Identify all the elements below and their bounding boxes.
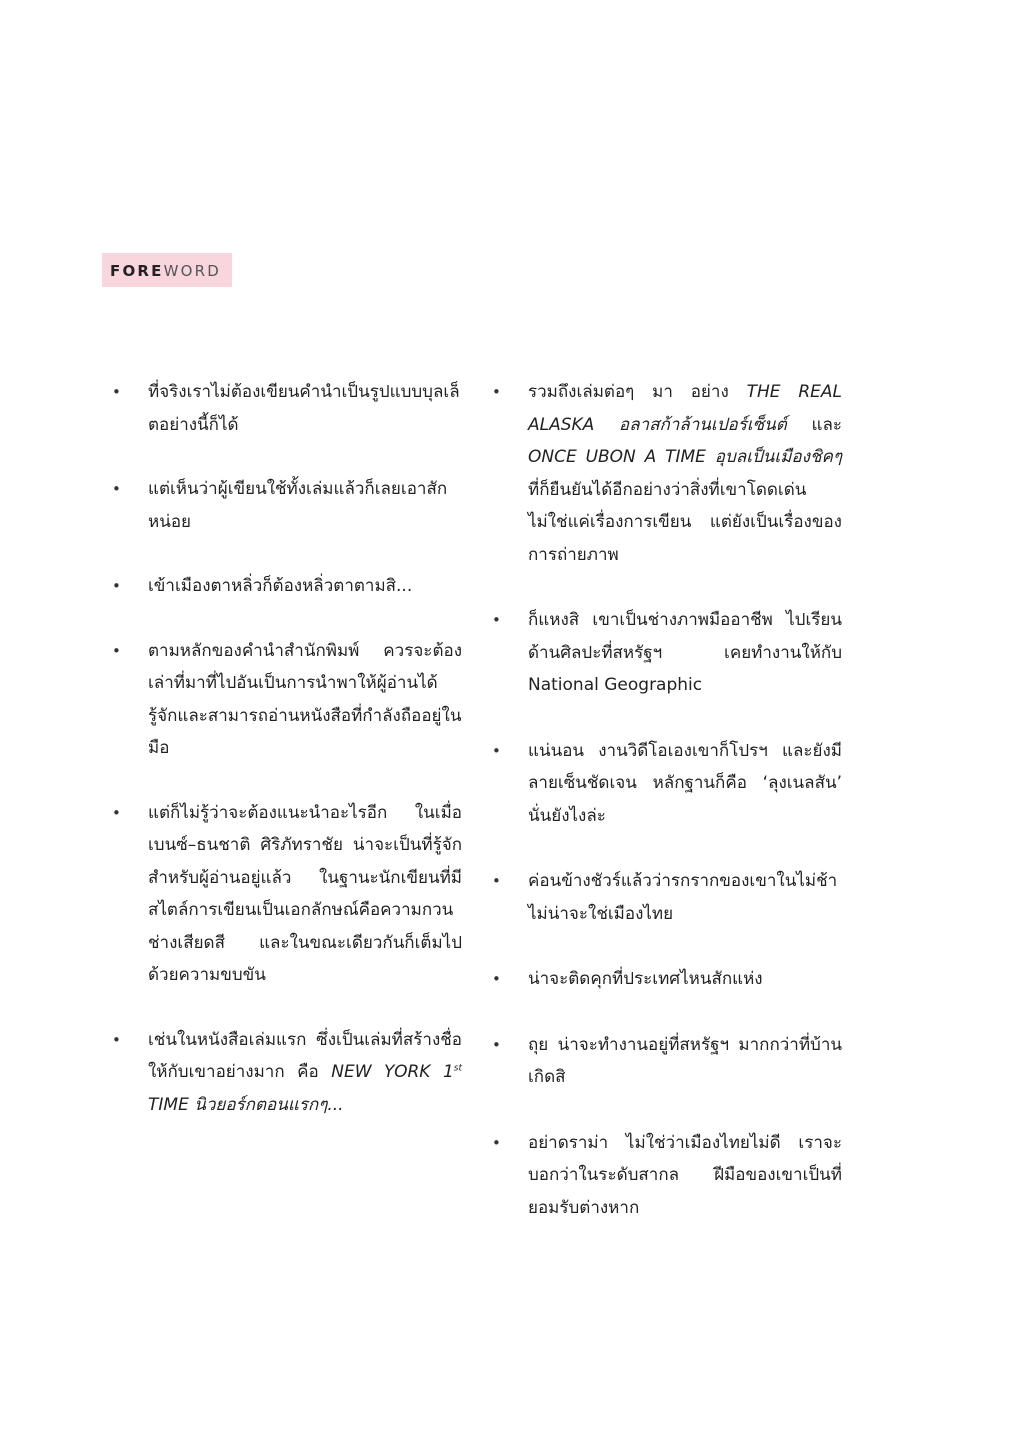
bullet-item-first-book	[110, 1024, 462, 1122]
bullet-item: • แน่นอน งานวิดีโอเองเขาก็โปรฯ และยังมีลายเซ็นชัดเจน หลักฐานก็คือ ‘ลุงเนลสัน’ นั่นยังไงล่ะ	[490, 735, 842, 833]
foreword-heading	[102, 253, 232, 287]
bullet-item: • น่าจะติดคุกที่ประเทศไหนสักแห่ง	[490, 963, 842, 996]
bullet-item: • แต่เห็นว่าผู้เขียนใช้ทั้งเล่มแล้วก็เลยเอาสักหน่อย	[110, 473, 462, 538]
item-text: และ	[786, 414, 842, 435]
item-text: ที่ก็ยืนยันได้อีกอย่างว่าสิ่งที่เขาโดดเด่นไม่ใช่แค่เรื่องการเขียน แต่ยังเป็นเรื่องของการถ่ายภาพ	[528, 479, 842, 565]
right-column	[490, 376, 842, 1257]
book-title: NEW YORK 1	[331, 1062, 454, 1082]
heading-bold: FORE	[110, 262, 164, 280]
bullet-item: • ค่อนข้างชัวร์แล้วว่ารกรากของเขาในไม่ช้าไม่น่าจะใช่เมืองไทย	[490, 865, 842, 930]
book-title-sup: st	[453, 1063, 462, 1074]
book-title-alaska: THE REAL ALASKA อลาสก้าล้านเปอร์เซ็นต์	[528, 382, 842, 435]
bullet-item: • แต่ก็ไม่รู้ว่าจะต้องแนะนำอะไรอีก ในเมื่อเบนซ์–ธนชาติ ศิริภัทราชัย น่าจะเป็นที่รู้จักสำหรับผู้อ่านอยู่แล้ว ในฐานะนักเขียนที่มีสไตล์การเขียนเป็นเอกลักษณ์คือความกวน ช่างเสียดสี และในขณะเดียวกันก็เต็มไปด้วยความขบขัน	[110, 797, 462, 992]
heading-light: WORD	[163, 262, 222, 280]
bullet-item: • ตามหลักของคำนำสำนักพิมพ์ ควรจะต้องเล่าที่มาที่ไปอันเป็นการนำพาให้ผู้อ่านได้รู้จักและสามารถอ่านหนังสือที่กำลังถืออยู่ในมือ	[110, 635, 462, 765]
item-text: รวมถึงเล่มต่อๆ มา อย่าง	[528, 382, 747, 402]
bullet-item: • ถุย น่าจะทำงานอยู่ที่สหรัฐฯ มากกว่าที่บ้านเกิดสิ	[490, 1029, 842, 1094]
bullet-item: • เข้าเมืองตาหลิ่วก็ต้องหลิ่วตาตามสิ...	[110, 570, 462, 603]
book-title-suffix: TIME นิวยอร์กตอนแรกๆ...	[148, 1094, 344, 1115]
bullet-item: • ก็แหงสิ เขาเป็นช่างภาพมืออาชีพ ไปเรียนด้านศิลปะที่สหรัฐฯ เคยทำงานให้กับ National Geographic	[490, 604, 842, 702]
bullet-item: • ที่จริงเราไม่ต้องเขียนคำนำเป็นรูปแบบบุลเล็ตอย่างนี้ก็ได้	[110, 376, 462, 441]
bullet-item-later-books	[490, 376, 842, 571]
bullet-item: • อย่าดราม่า ไม่ใช่ว่าเมืองไทยไม่ดี เราจะบอกว่าในระดับสากล ฝีมือของเขาเป็นที่ยอมรับต่างหาก	[490, 1127, 842, 1225]
item-text: เช่นในหนังสือเล่มแรก ซึ่งเป็นเล่มที่สร้างชื่อให้กับเขาอย่างมาก คือ	[148, 1029, 462, 1082]
book-title-ubon: ONCE UBON A TIME อุบลเป็นเมืองชิคๆ	[528, 447, 842, 467]
left-column	[110, 376, 462, 1153]
